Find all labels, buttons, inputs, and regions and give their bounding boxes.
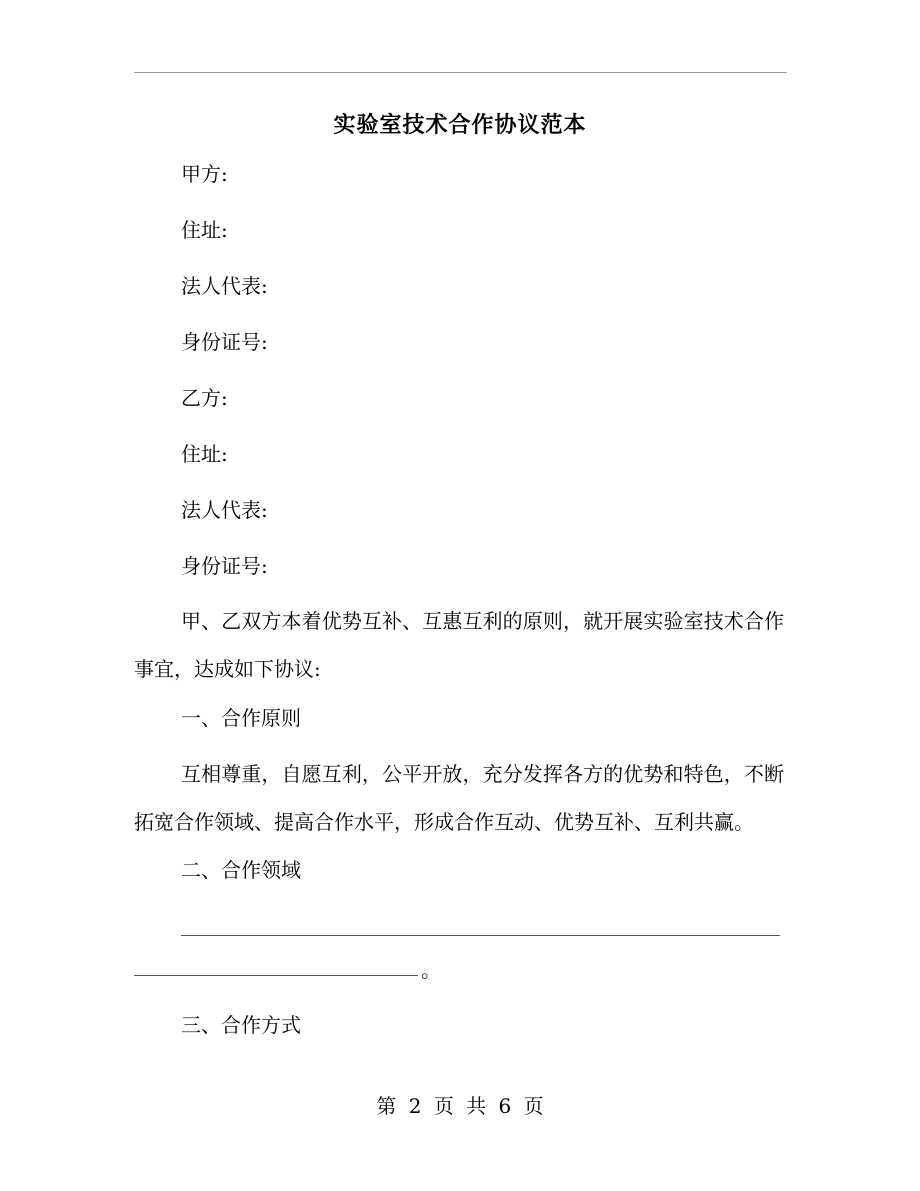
section-heading-principles: 一、合作原则 (181, 706, 301, 730)
page-number-footer: 第 2 页 共 6 页 (376, 1094, 544, 1118)
fill-in-blank-line-1 (181, 935, 780, 936)
intro-paragraph: 甲、乙双方本着优势互补、互惠互利的原则，就开展实验室技术合作事宜，达成如下协议: (134, 609, 784, 681)
party-a-address: 住址: (181, 218, 228, 242)
party-b-address: 住址: (181, 442, 228, 466)
party-a-id-number: 身份证号: (181, 330, 268, 354)
section-heading-fields: 二、合作领域 (181, 858, 301, 882)
document-title: 实验室技术合作协议范本 (333, 112, 587, 138)
party-a-legal-rep: 法人代表: (181, 274, 268, 298)
section-heading-methods: 三、合作方式 (181, 1013, 301, 1037)
header-rule (134, 72, 787, 73)
blank-terminator: 。 (421, 958, 441, 982)
party-a-label: 甲方: (181, 162, 228, 186)
party-b-id-number: 身份证号: (181, 554, 268, 578)
party-b-legal-rep: 法人代表: (181, 498, 268, 522)
fill-in-blank-line-2 (134, 975, 418, 976)
section-body-principles: 互相尊重，自愿互利，公平开放，充分发挥各方的优势和特色，不断拓宽合作领域、提高合作水平，形成合作互动、优势互补、互利共赢。 (134, 762, 784, 834)
party-b-label: 乙方: (181, 386, 228, 410)
